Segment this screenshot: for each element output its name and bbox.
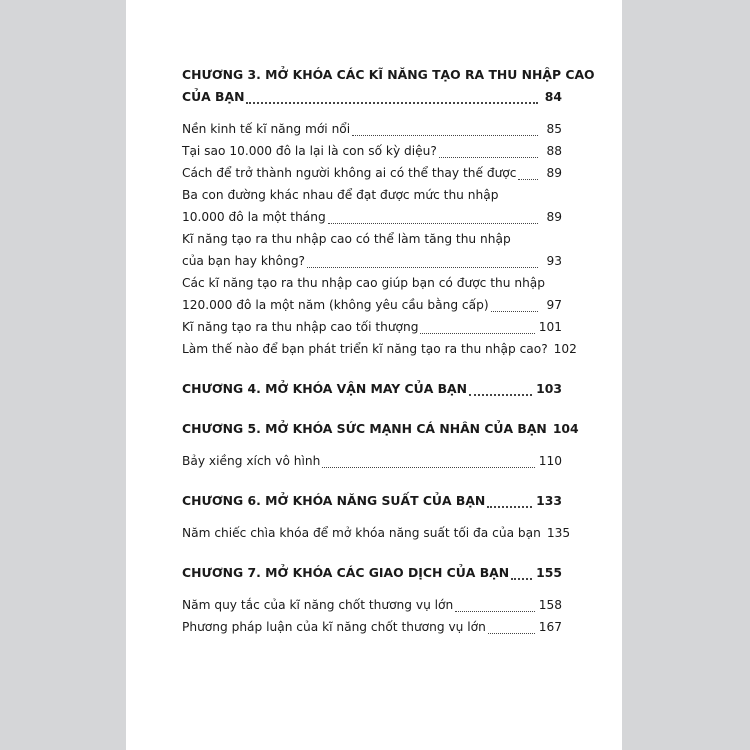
toc-entry bbox=[182, 118, 562, 140]
entry-page-number: 110 bbox=[538, 454, 562, 468]
dot-leader bbox=[518, 171, 538, 180]
entry-page-number: 85 bbox=[546, 122, 562, 136]
entry-page-number: 89 bbox=[546, 166, 562, 180]
chapter-3-entries bbox=[182, 118, 577, 360]
dot-leader bbox=[439, 149, 538, 158]
toc-entry bbox=[182, 522, 571, 544]
dot-leader bbox=[352, 127, 538, 136]
entry-title: Tại sao 10.000 đô la lại là con số kỳ diệu? bbox=[182, 144, 437, 158]
toc-entry bbox=[182, 140, 562, 162]
entry-title-line2: của bạn hay không? bbox=[182, 254, 306, 268]
chapter-7-heading bbox=[182, 562, 562, 584]
chapter-title: CHƯƠNG 4. MỞ KHÓA VẬN MAY CỦA BẠN bbox=[182, 381, 468, 396]
entry-title: Năm quy tắc của kĩ năng chốt thương vụ lớn bbox=[182, 598, 454, 612]
dot-leader bbox=[469, 386, 532, 396]
dot-leader bbox=[455, 603, 534, 612]
dot-leader bbox=[491, 303, 538, 312]
dot-leader bbox=[246, 94, 538, 104]
entry-page-number: 102 bbox=[553, 342, 577, 356]
entry-title: Bảy xiềng xích vô hình bbox=[182, 454, 321, 468]
chapter-3-heading bbox=[182, 64, 595, 108]
entry-title-line1: Các kĩ năng tạo ra thu nhập cao giúp bạn có được thu nhập bbox=[182, 276, 545, 290]
entry-title: Làm thế nào để bạn phát triển kĩ năng tạo ra thu nhập cao? bbox=[182, 342, 548, 356]
entry-title-line1: Ba con đường khác nhau để đạt được mức thu nhập bbox=[182, 188, 499, 202]
entry-title-line1: Kĩ năng tạo ra thu nhập cao có thể làm tăng thu nhập bbox=[182, 232, 511, 246]
chapter-5-heading bbox=[182, 418, 579, 440]
entry-title-line2: 10.000 đô la một tháng bbox=[182, 210, 326, 224]
dot-leader bbox=[420, 325, 534, 334]
chapter-title: CHƯƠNG 6. MỞ KHÓA NĂNG SUẤT CỦA BẠN bbox=[182, 493, 486, 508]
table-of-contents bbox=[182, 64, 595, 656]
chapter-page-number: 133 bbox=[536, 493, 562, 508]
entry-title-line2: 120.000 đô la một năm (không yêu cầu bằng cấp) bbox=[182, 298, 489, 312]
chapter-title: CHƯƠNG 5. MỞ KHÓA SỨC MẠNH CÁ NHÂN CỦA BẠN bbox=[182, 421, 547, 436]
dot-leader bbox=[328, 215, 538, 224]
toc-entry bbox=[182, 184, 562, 228]
entry-title: Kĩ năng tạo ra thu nhập cao tối thượng bbox=[182, 320, 419, 334]
entry-title: Nền kinh tế kĩ năng mới nổi bbox=[182, 122, 351, 136]
dot-leader bbox=[322, 459, 534, 468]
chapter-5-entries bbox=[182, 450, 562, 472]
entry-page-number: 89 bbox=[546, 210, 562, 224]
entry-page-number: 101 bbox=[538, 320, 562, 334]
chapter-title-line2: CỦA BẠN bbox=[182, 89, 245, 104]
entry-title: Cách để trở thành người không ai có thể thay thế được bbox=[182, 166, 517, 180]
entry-page-number: 158 bbox=[538, 598, 562, 612]
chapter-6-entries bbox=[182, 522, 571, 544]
chapter-title: CHƯƠNG 7. MỞ KHÓA CÁC GIAO DỊCH CỦA BẠN bbox=[182, 565, 510, 580]
chapter-title-line1: CHƯƠNG 3. MỞ KHÓA CÁC KĨ NĂNG TẠO RA THU NHẬP CAO bbox=[182, 67, 595, 82]
toc-entry bbox=[182, 616, 562, 638]
toc-entry bbox=[182, 228, 562, 272]
entry-page-number: 88 bbox=[546, 144, 562, 158]
toc-entry bbox=[182, 450, 562, 472]
entry-page-number: 167 bbox=[538, 620, 562, 634]
dot-leader bbox=[487, 498, 532, 508]
entry-page-number: 135 bbox=[546, 526, 571, 540]
entry-page-number: 93 bbox=[546, 254, 562, 268]
toc-entry bbox=[182, 162, 562, 184]
dot-leader bbox=[511, 570, 532, 580]
chapter-page-number: 155 bbox=[536, 565, 562, 580]
chapter-page-number: 84 bbox=[544, 89, 562, 104]
entry-title: Phương pháp luận của kĩ năng chốt thương vụ lớn bbox=[182, 620, 486, 634]
toc-entry bbox=[182, 316, 562, 338]
book-page bbox=[126, 0, 622, 750]
chapter-page-number: 104 bbox=[552, 421, 579, 436]
dot-leader bbox=[307, 259, 538, 268]
toc-entry bbox=[182, 594, 562, 616]
chapter-6-heading bbox=[182, 490, 562, 512]
entry-title: Năm chiếc chìa khóa để mở khóa năng suất tối đa của bạn bbox=[182, 526, 541, 540]
chapter-7-entries bbox=[182, 594, 562, 638]
toc-entry bbox=[182, 272, 562, 316]
chapter-4-heading bbox=[182, 378, 562, 400]
dot-leader bbox=[488, 625, 535, 634]
chapter-page-number: 103 bbox=[536, 381, 562, 396]
entry-page-number: 97 bbox=[546, 298, 562, 312]
toc-entry bbox=[182, 338, 577, 360]
